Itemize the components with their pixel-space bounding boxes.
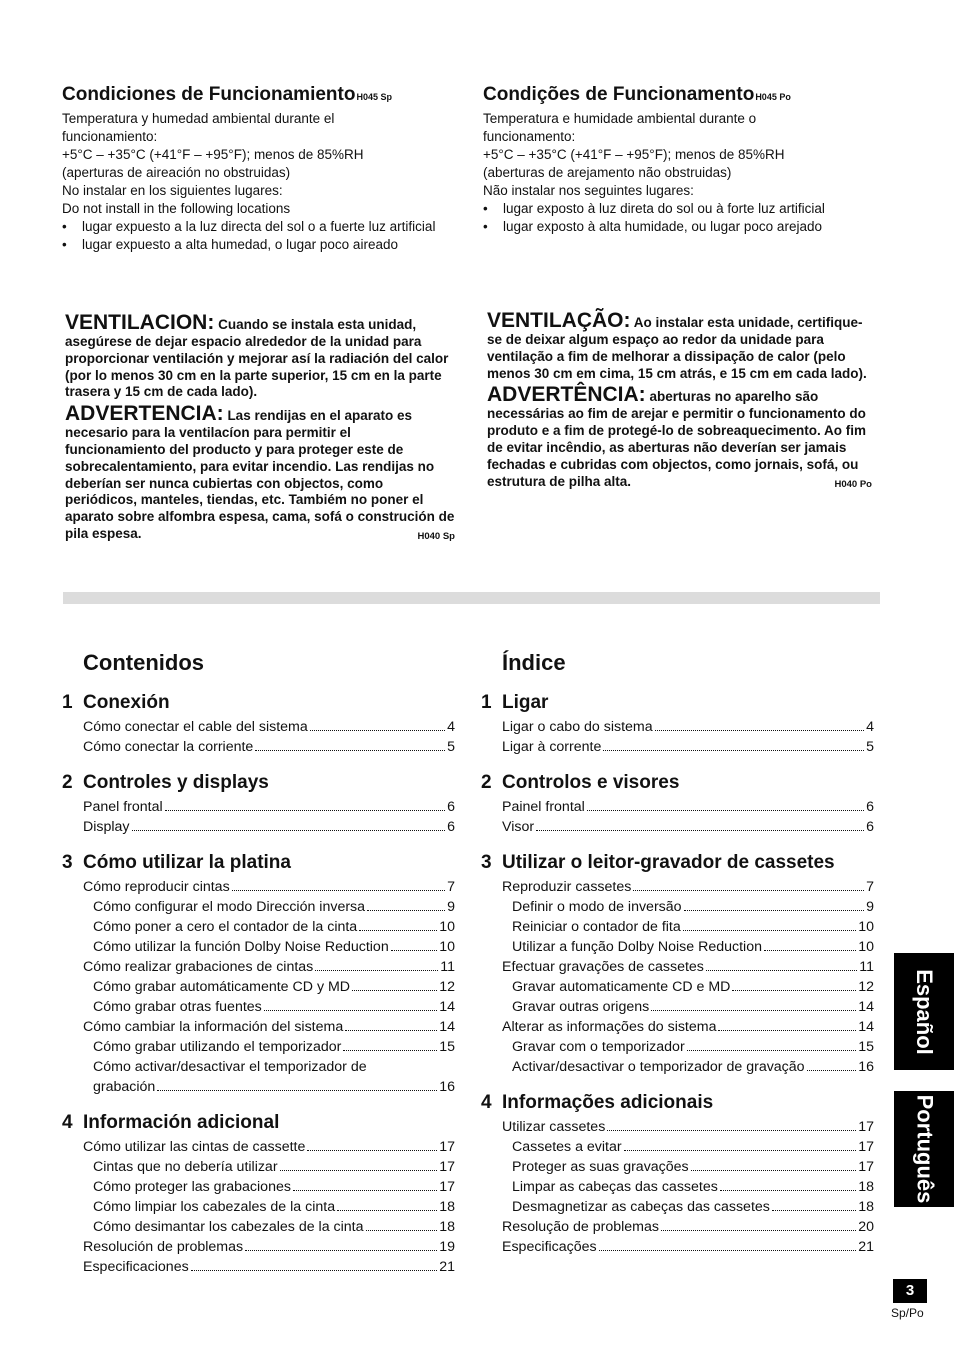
toc-section-number: 3 [481, 852, 492, 873]
toc-entry [62, 1017, 455, 1037]
toc-section-heading [481, 691, 874, 715]
op-line: Temperatura y humedad ambiental durante el [62, 111, 335, 126]
toc-entry-page: 21 [858, 1239, 874, 1255]
op-bullet: • lugar exposto à alta humidade, ou lugar poco arejado [483, 218, 883, 236]
toc-leader-dots [132, 830, 446, 831]
op-line: +5°C – +35°C (+41°F – +95°F); menos de 85%RH [483, 147, 785, 162]
toc-leader-dots [255, 750, 445, 751]
toc-entry-page: 12 [439, 979, 455, 995]
toc-entry-label: Proteger as suas gravações [512, 1159, 689, 1175]
ventilation-text-po: VENTILAÇÃO: Ao instalar esta unidade, certifique-se de deixar algum espaço ao redor da unidade para ventilação a fim de melhorar a dissipação de calor (pelo menos 30 cm em cima, 15 cm atrás, e 15 cm em cada lado). [487, 309, 867, 381]
toc-entry [481, 1157, 874, 1177]
toc-entry-label: Reiniciar o contador de fita [512, 919, 681, 935]
toc-entry-label: Cómo realizar grabaciones de cintas [83, 959, 314, 975]
toc-entry-label: Cassetes a evitar [512, 1139, 622, 1155]
toc-entry-label: Painel frontal [502, 799, 585, 815]
toc-entry-label: Cómo configurar el modo Dirección inversa [93, 899, 366, 915]
toc-entry-label: Cómo desimantar los cabezales de la cinta [93, 1219, 364, 1235]
toc-section-heading [62, 771, 455, 795]
toc-entry [62, 997, 455, 1017]
toc-leader-dots [764, 950, 856, 951]
toc-leader-dots [232, 890, 445, 891]
toc-entry-page: 18 [439, 1199, 455, 1215]
toc-entry [62, 1257, 455, 1277]
toc-entry-label: Resolução de problemas [502, 1219, 659, 1235]
toc-entry-label: Utilizar a função Dolby Noise Reduction [512, 939, 762, 955]
toc-entry [62, 737, 455, 757]
toc-section-number: 4 [62, 1112, 73, 1133]
toc-section-title: Informações adicionais [502, 1092, 714, 1113]
toc-leader-dots [732, 990, 856, 991]
toc-leader-dots [624, 1150, 857, 1151]
toc-entry [62, 877, 455, 897]
toc-entry-label: Cómo limpiar los cabezales de la cinta [93, 1199, 336, 1215]
toc-leader-dots [245, 1250, 437, 1251]
toc-entry-label: Cómo poner a cero el contador de la cinta [93, 919, 358, 935]
toc-entry-label: Gravar automaticamente CD e MD [512, 979, 731, 995]
toc-leader-dots [337, 1210, 437, 1211]
toc-entry-label: Activar/desactivar o temporizador de gravação [512, 1059, 805, 1075]
language-tab-es: Español [894, 953, 954, 1070]
toc-section-heading [62, 691, 455, 715]
toc-leader-dots [599, 1250, 857, 1251]
toc-title-po: Índice [502, 650, 566, 675]
toc-es [62, 691, 455, 1277]
toc-section-heading [481, 771, 874, 795]
toc-entry [481, 1217, 874, 1237]
toc-entry-label: Cómo utilizar la función Dolby Noise Reduction [93, 939, 389, 955]
toc-entry-label: Efectuar gravações de cassetes [502, 959, 704, 975]
toc-leader-dots [366, 1230, 438, 1231]
toc-entry-label: Cómo conectar el cable del sistema [83, 719, 308, 735]
toc-section-title: Cómo utilizar la platina [83, 852, 291, 873]
toc-leader-dots [655, 730, 864, 731]
toc-section-number: 3 [62, 852, 73, 873]
toc-entry [481, 1037, 874, 1057]
toc-entry-page: 19 [439, 1239, 455, 1255]
toc-entry-label: Cómo utilizar las cintas de cassette [83, 1139, 306, 1155]
ventilation-warning-es [65, 312, 455, 546]
ventilation-warning-po [487, 310, 872, 493]
operating-title-es: Condiciones de FuncionamientoH045 Sp [62, 84, 392, 105]
toc-entry [62, 1137, 455, 1157]
toc-entry-label: Ligar à corrente [502, 739, 602, 755]
toc-leader-dots [264, 1010, 437, 1011]
toc-entry-page: 10 [858, 919, 874, 935]
toc-section-number: 4 [481, 1092, 492, 1113]
toc-leader-dots [691, 1170, 857, 1171]
toc-entry [62, 1037, 455, 1057]
toc-entry-page: 10 [439, 939, 455, 955]
toc-entry-label: Cómo activar/desactivar el temporizador de [93, 1059, 367, 1075]
toc-entry-label: Limpar as cabeças das cassetes [512, 1179, 718, 1195]
op-line: Do not install in the following locations [62, 201, 291, 216]
toc-entry-page: 4 [447, 719, 455, 735]
toc-leader-dots [718, 1030, 856, 1031]
toc-entry [481, 997, 874, 1017]
toc-leader-dots [359, 930, 437, 931]
toc-section-heading [62, 1111, 455, 1135]
toc-leader-dots [706, 970, 857, 971]
toc-entry-page: 17 [439, 1139, 455, 1155]
toc-po [481, 691, 874, 1257]
toc-entry [481, 737, 874, 757]
toc-entry-page: 10 [858, 939, 874, 955]
toc-entry [481, 797, 874, 817]
toc-entry-label: Cómo cambiar la información del sistema [83, 1019, 344, 1035]
toc-leader-dots [684, 910, 865, 911]
op-bullet: • lugar expuesto a alta humedad, o lugar poco aireado [62, 236, 462, 254]
toc-entry-label: Alterar as informações do sistema [502, 1019, 717, 1035]
advertencia-text-po: ADVERTÊNCIA: aberturas no aparelho são necessárias ao fim de arejar e permitir o funcionamento do produto e a fim de protegé-lo de sobreaquecimento. Ao fim de evitar incêndio, as aberturas não deverían ser jamais fechadas e cubridas com objectos, como jornais, sofá, ou estrutura de pilha alta. H040 Po [487, 383, 872, 490]
toc-entry-page: 14 [858, 1019, 874, 1035]
toc-entry-label: Desmagnetizar as cabeças das cassetes [512, 1199, 770, 1215]
toc-entry [62, 897, 455, 917]
op-bullet: • lugar expuesto a la luz directa del sol o a fuerte luz artificial [62, 218, 437, 236]
toc-section-heading [481, 851, 874, 875]
toc-entry [481, 877, 874, 897]
page-language-code: Sp/Po [891, 1306, 924, 1320]
toc-entry-label: Resolución de problemas [83, 1239, 244, 1255]
toc-leader-dots [391, 950, 438, 951]
toc-entry-page: 7 [866, 879, 874, 895]
toc-leader-dots [720, 1190, 856, 1191]
toc-entry-label: Definir o modo de inversão [512, 899, 682, 915]
toc-entry-page: 21 [439, 1259, 455, 1275]
toc-entry-page: 10 [439, 919, 455, 935]
toc-entry [481, 1017, 874, 1037]
advertencia-text-es: ADVERTENCIA: Las rendijas en el aparato es necesario para la ventilacíon para permitir el funcionamiento del producto y para proteger este de sobrecalentamiento, para evitar incendio. Las rendijas no deberían ser nunca cubiertas con objectos, como periódicos, manteles, tiendas, etc. Tambiém no poner el aparato sobre alfombra espesa, cama, sofá o construción de pila espesa. H040 Sp [65, 402, 455, 542]
toc-entry-page: 18 [858, 1199, 874, 1215]
toc-entry [481, 957, 874, 977]
toc-leader-dots [603, 750, 864, 751]
toc-leader-dots [772, 1210, 856, 1211]
toc-leader-dots [165, 810, 445, 811]
toc-entry [62, 1057, 455, 1077]
toc-entry [481, 1237, 874, 1257]
toc-entry-label: Especificaciones [83, 1259, 189, 1275]
toc-entry-label: Utilizar cassetes [502, 1119, 606, 1135]
toc-entry-label: Ligar o cabo do sistema [502, 719, 653, 735]
toc-entry-page: 12 [858, 979, 874, 995]
toc-entry-page: 17 [858, 1119, 874, 1135]
toc-leader-dots [536, 830, 864, 831]
toc-section-number: 2 [62, 772, 73, 793]
toc-entry-label: Cómo reproducir cintas [83, 879, 230, 895]
toc-entry-page: 16 [439, 1079, 455, 1095]
toc-entry [481, 817, 874, 837]
toc-entry-page: 6 [447, 819, 455, 835]
toc-entry-page: 5 [447, 739, 455, 755]
toc-entry-page: 6 [447, 799, 455, 815]
toc-entry-page: 6 [866, 819, 874, 835]
toc-entry [62, 1237, 455, 1257]
operating-title-po: Condições de FuncionamentoH045 Po [483, 84, 791, 105]
toc-leader-dots [280, 1170, 438, 1171]
toc-entry-label: Cintas que no debería utilizar [93, 1159, 278, 1175]
toc-entry [62, 717, 455, 737]
toc-leader-dots [307, 1150, 437, 1151]
toc-entry-page: 16 [858, 1059, 874, 1075]
toc-entry [481, 717, 874, 737]
toc-entry [481, 1137, 874, 1157]
toc-leader-dots [315, 970, 438, 971]
toc-section-title: Utilizar o leitor-gravador de cassetes [502, 852, 835, 873]
toc-entry-label: Panel frontal [83, 799, 163, 815]
toc-entry-label: Gravar outras origens [512, 999, 650, 1015]
op-line: Não instalar nos seguintes lugares: [483, 183, 694, 198]
op-line: Temperatura e humidade ambiental durante o [483, 111, 757, 126]
op-line: funcionamiento: [62, 129, 158, 144]
toc-entry [481, 1057, 874, 1077]
toc-entry-page: 11 [440, 959, 455, 975]
toc-entry [62, 1197, 455, 1217]
op-line: +5°C – +35°C (+41°F – +95°F); menos de 85%RH [62, 147, 364, 162]
toc-entry-label: Cómo grabar automáticamente CD y MD [93, 979, 351, 995]
toc-entry-label: Cómo grabar utilizando el temporizador [93, 1039, 342, 1055]
toc-entry-page: 15 [439, 1039, 455, 1055]
toc-entry-page: 15 [858, 1039, 874, 1055]
toc-entry-page: 14 [439, 1019, 455, 1035]
operating-conditions-es [62, 84, 462, 254]
toc-entry-page: 7 [447, 879, 455, 895]
toc-entry-page: 5 [866, 739, 874, 755]
toc-leader-dots [343, 1050, 437, 1051]
toc-entry [481, 1177, 874, 1197]
toc-entry-page: 9 [866, 899, 874, 915]
op-bullet: • lugar exposto à luz direta do sol ou à forte luz artificial [483, 200, 883, 218]
toc-entry [62, 937, 455, 957]
toc-section-number: 1 [481, 692, 492, 713]
toc-entry [62, 1077, 455, 1097]
ventilation-text-es: VENTILACION: Cuando se instala esta unidad, asegúrese de dejar espacio alrededor de la unidad para proporcionar ventilación y mejorar así la radiación del calor (por lo menos 30 cm en la parte superior, 15 cm en la parte trasera y 15 cm de cada lado). [65, 311, 449, 400]
language-tab-po: Português [894, 1091, 954, 1207]
toc-entry [481, 1197, 874, 1217]
toc-entry-page: 14 [858, 999, 874, 1015]
toc-section-heading [62, 851, 455, 875]
toc-section-title: Conexión [83, 692, 170, 713]
op-line: funcionamento: [483, 129, 576, 144]
toc-entry-label: Especificações [502, 1239, 597, 1255]
toc-entry-label: Cómo grabar otras fuentes [93, 999, 262, 1015]
toc-section-number: 1 [62, 692, 73, 713]
toc-leader-dots [293, 1190, 437, 1191]
toc-entry [481, 917, 874, 937]
toc-entry-label: Reproduzir cassetes [502, 879, 632, 895]
toc-leader-dots [683, 930, 856, 931]
toc-section-number: 2 [481, 772, 492, 793]
toc-entry-label: Cómo conectar la corriente [83, 739, 254, 755]
toc-entry-label: Display [83, 819, 130, 835]
toc-entry [62, 1177, 455, 1197]
toc-leader-dots [191, 1270, 438, 1271]
toc-entry [62, 1157, 455, 1177]
toc-entry-page: 11 [859, 959, 874, 975]
toc-entry-label: Visor [502, 819, 535, 835]
toc-entry [62, 977, 455, 997]
toc-leader-dots [157, 1090, 437, 1091]
toc-leader-dots [352, 990, 437, 991]
op-line: (aberturas de arejamento não obstruidas) [483, 165, 732, 180]
toc-entry-page: 18 [439, 1219, 455, 1235]
op-line: No instalar en los siguientes lugares: [62, 183, 283, 198]
toc-section-title: Controlos e visores [502, 772, 680, 793]
toc-entry-page: 17 [439, 1159, 455, 1175]
toc-leader-dots [345, 1030, 437, 1031]
toc-entry-page: 18 [858, 1179, 874, 1195]
toc-entry [62, 957, 455, 977]
toc-title-es: Contenidos [83, 650, 204, 675]
toc-entry-page: 9 [447, 899, 455, 915]
toc-leader-dots [587, 810, 864, 811]
toc-entry-page: 17 [858, 1139, 874, 1155]
toc-entry [62, 1217, 455, 1237]
toc-entry-page: 6 [866, 799, 874, 815]
toc-entry [481, 937, 874, 957]
toc-entry [62, 797, 455, 817]
toc-leader-dots [807, 1070, 857, 1071]
toc-entry [481, 897, 874, 917]
toc-section-title: Información adicional [83, 1112, 280, 1133]
toc-entry [481, 977, 874, 997]
toc-section-title: Controles y displays [83, 772, 269, 793]
op-line: (aperturas de aireación no obstruidas) [62, 165, 291, 180]
toc-entry-page: 20 [858, 1219, 874, 1235]
toc-entry-page: 17 [858, 1159, 874, 1175]
toc-entry [62, 917, 455, 937]
toc-entry-page: 17 [439, 1179, 455, 1195]
toc-entry-label: grabación [93, 1079, 156, 1095]
toc-leader-dots [310, 730, 445, 731]
toc-leader-dots [607, 1130, 856, 1131]
toc-entry [62, 817, 455, 837]
toc-entry-page: 4 [866, 719, 874, 735]
toc-leader-dots [687, 1050, 857, 1051]
toc-leader-dots [367, 910, 445, 911]
operating-conditions-po [483, 84, 883, 236]
toc-section-title: Ligar [502, 692, 549, 713]
section-divider-bar [63, 592, 880, 604]
toc-leader-dots [661, 1230, 856, 1231]
page-number: 3 [893, 1279, 927, 1303]
toc-leader-dots [633, 890, 864, 891]
toc-entry-label: Gravar com o temporizador [512, 1039, 685, 1055]
toc-entry [481, 1117, 874, 1137]
toc-entry-label: Cómo proteger las grabaciones [93, 1179, 291, 1195]
toc-leader-dots [651, 1010, 856, 1011]
toc-entry-page: 14 [439, 999, 455, 1015]
toc-section-heading [481, 1091, 874, 1115]
